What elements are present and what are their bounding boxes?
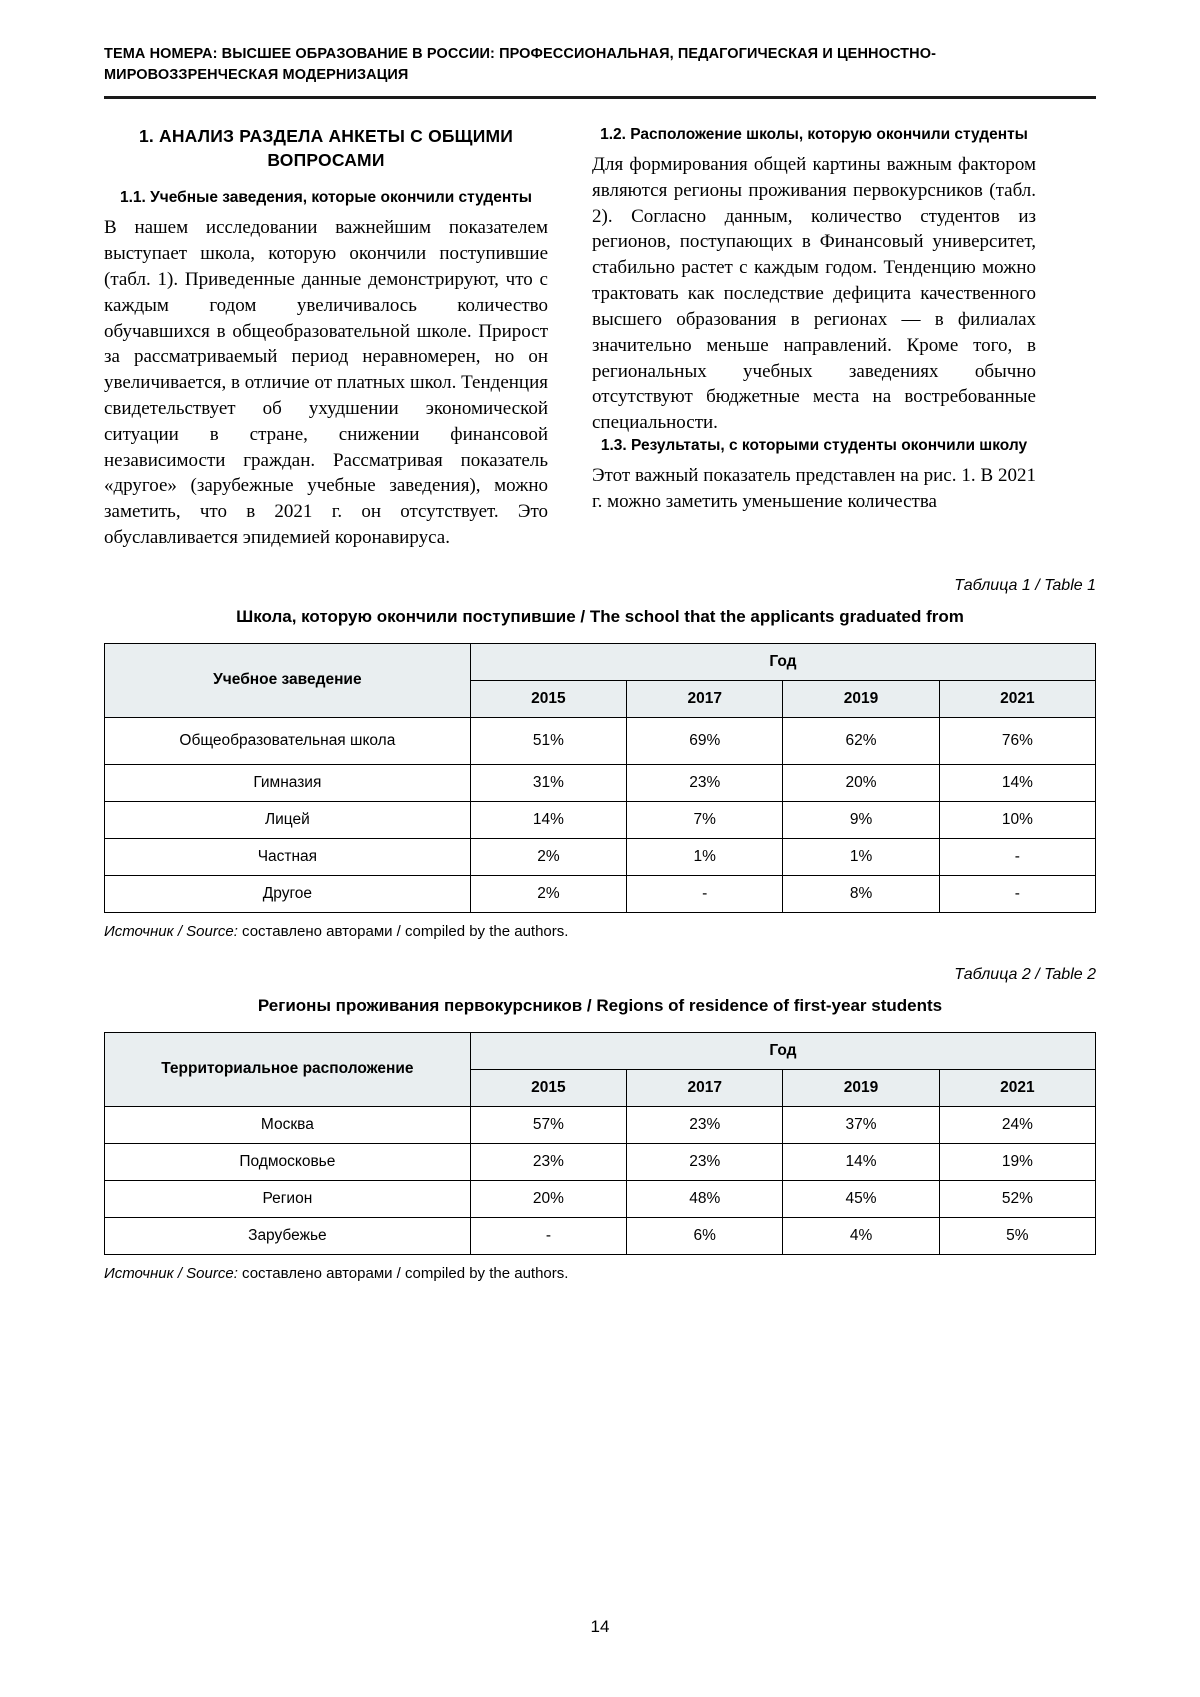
table-1-rowhead-label: Учебное заведение — [105, 643, 471, 717]
table-1-row-3-label: Частная — [105, 838, 471, 875]
table-1-row-1-v3: 14% — [939, 764, 1095, 801]
subsection-title-1-1: 1.1. Учебные заведения, которые окончили студенты — [119, 189, 533, 207]
running-head-rule — [104, 96, 1096, 99]
table-1-row-4-label: Другое — [105, 875, 471, 912]
table-row — [105, 1106, 1096, 1143]
table-1-row-2-v3: 10% — [939, 801, 1095, 838]
table-2-row-2-v3: 52% — [939, 1180, 1095, 1217]
table-2-row-3-label: Зарубежье — [105, 1217, 471, 1254]
table-2-col-2021: 2021 — [939, 1069, 1095, 1106]
table-2-row-3-v2: 4% — [783, 1217, 939, 1254]
table-1-row-4-v2: 8% — [783, 875, 939, 912]
table-1-row-3-v3: - — [939, 838, 1095, 875]
table-2-row-0-v0: 57% — [470, 1106, 626, 1143]
table-1-row-0-v1: 69% — [627, 717, 783, 764]
table-2-row-0-v3: 24% — [939, 1106, 1095, 1143]
table-1-source-label: Источник / Source: — [104, 922, 238, 940]
table-2-row-3-v1: 6% — [627, 1217, 783, 1254]
table-1-group-header: Год — [470, 643, 1095, 680]
table-2-header-row-1 — [105, 1032, 1096, 1069]
table-1-col-2015: 2015 — [470, 680, 626, 717]
table-1-row-1-v1: 23% — [627, 764, 783, 801]
table-2-row-1-v0: 23% — [470, 1143, 626, 1180]
table-1-col-2019: 2019 — [783, 680, 939, 717]
table-1-row-0-v3: 76% — [939, 717, 1095, 764]
left-column — [104, 125, 548, 551]
table-1-row-2-v0: 14% — [470, 801, 626, 838]
table-2-block — [104, 966, 1096, 1282]
table-2-row-2-v1: 48% — [627, 1180, 783, 1217]
table-2-col-2015: 2015 — [470, 1069, 626, 1106]
table-1-row-3-v1: 1% — [627, 838, 783, 875]
table-1-source — [104, 923, 1096, 940]
table-row — [105, 801, 1096, 838]
table-2-rowhead-label: Территориальное расположение — [105, 1032, 471, 1106]
table-2-row-0-v1: 23% — [627, 1106, 783, 1143]
table-1-col-2021: 2021 — [939, 680, 1095, 717]
table-1-row-2-label: Лицей — [105, 801, 471, 838]
table-2-row-0-label: Москва — [105, 1106, 471, 1143]
table-2-row-1-v1: 23% — [627, 1143, 783, 1180]
two-column-body — [104, 125, 1096, 551]
table-1-row-0-v0: 51% — [470, 717, 626, 764]
table-2-col-2017: 2017 — [627, 1069, 783, 1106]
table-2 — [104, 1032, 1096, 1255]
table-row — [105, 875, 1096, 912]
table-2-caption: Регионы проживания первокурсников / Regions of residence of first-year students — [257, 995, 943, 1015]
table-1-row-1-v0: 31% — [470, 764, 626, 801]
page-number: 14 — [590, 1617, 610, 1636]
table-1-row-4-v3: - — [939, 875, 1095, 912]
table-2-source-text: составлено авторами / compiled by the authors. — [237, 1264, 569, 1282]
table-2-col-2019: 2019 — [783, 1069, 939, 1106]
paragraph-1-2: Для формирования общей картины важным фактором являются регионы проживания первокурсников (табл. 2). Согласно данным, количество студентов из регионов, поступающих в Финансовый университет, стабильно растет с каждым годом. Тенденцию можно трактовать как последствие дефицита качественного высшего образования в регионах — в филиалах значительно меньше направлений. Кроме того, в региональных учебных заведениях обычно отсутствуют бюджетные места на востребованные специальности. — [592, 153, 1036, 434]
table-1-row-0-v2: 62% — [783, 717, 939, 764]
subsection-title-1-3: 1.3. Результаты, с которыми студенты окончили школу — [600, 437, 1028, 455]
table-row — [105, 1143, 1096, 1180]
right-column — [592, 125, 1036, 551]
table-2-row-1-label: Подмосковье — [105, 1143, 471, 1180]
table-2-group-header: Год — [470, 1032, 1095, 1069]
table-2-row-2-label: Регион — [105, 1180, 471, 1217]
table-2-row-0-v2: 37% — [783, 1106, 939, 1143]
table-1-row-2-v2: 9% — [783, 801, 939, 838]
paragraph-1-3: Этот важный показатель представлен на рис. 1. В 2021 г. можно заметить уменьшение количества — [592, 464, 1036, 512]
table-1-header-row-1 — [105, 643, 1096, 680]
table-1 — [104, 643, 1096, 913]
table-2-row-2-v0: 20% — [470, 1180, 626, 1217]
table-2-row-1-v2: 14% — [783, 1143, 939, 1180]
table-row — [105, 1217, 1096, 1254]
subsection-title-1-2: 1.2. Расположение школы, которую окончили студенты — [600, 126, 1028, 144]
table-row — [105, 764, 1096, 801]
table-1-block — [104, 577, 1096, 940]
table-1-source-text: составлено авторами / compiled by the authors. — [237, 922, 569, 940]
table-1-col-2017: 2017 — [627, 680, 783, 717]
table-row — [105, 717, 1096, 764]
table-1-row-4-v1: - — [627, 875, 783, 912]
table-2-row-1-v3: 19% — [939, 1143, 1095, 1180]
table-2-number: Таблица 2 / Table 2 — [954, 965, 1096, 983]
table-1-row-1-label: Гимназия — [105, 764, 471, 801]
table-1-row-3-v2: 1% — [783, 838, 939, 875]
running-head: ТЕМА НОМЕРА: ВЫСШЕЕ ОБРАЗОВАНИЕ В РОССИИ: ПРОФЕССИОНАЛЬНАЯ, ПЕДАГОГИЧЕСКАЯ И ЦЕННОСТНО-МИРОВОЗЗРЕНЧЕСКАЯ МОДЕРНИЗАЦИЯ — [104, 46, 937, 84]
table-1-row-4-v0: 2% — [470, 875, 626, 912]
table-1-row-3-v0: 2% — [470, 838, 626, 875]
table-2-source — [104, 1265, 1096, 1282]
table-1-row-0-label: Общеобразовательная школа — [105, 717, 471, 764]
table-2-row-3-v0: - — [470, 1217, 626, 1254]
paragraph-1-1: В нашем исследовании важнейшим показателем выступает школа, которую окончили поступившие (табл. 1). Приведенные данные демонстрируют, что с каждым годом увеличивалось количество обучавшихся в общеобразовательной школе. Прирост за рассматриваемый период неравномерен, но он увеличивается, в отличие от платных школ. Тенденция свидетельствует об ухудшении экономической ситуации в стране, снижении финансовой независимости граждан. Рассматривая показатель «другое» (зарубежные учебные заведения), можно заметить, что в 2021 г. он отсутствует. Это обуславливается эпидемией коронавируса. — [104, 217, 548, 549]
table-1-number: Таблица 1 / Table 1 — [954, 576, 1096, 594]
section-title: 1. АНАЛИЗ РАЗДЕЛА АНКЕТЫ С ОБЩИМИ ВОПРОСАМИ — [138, 126, 514, 170]
table-1-caption: Школа, которую окончили поступившие / The school that the applicants graduated from — [236, 606, 964, 626]
table-row — [105, 838, 1096, 875]
table-1-row-2-v1: 7% — [627, 801, 783, 838]
table-2-source-label: Источник / Source: — [104, 1264, 238, 1282]
table-2-row-2-v2: 45% — [783, 1180, 939, 1217]
table-2-row-3-v3: 5% — [939, 1217, 1095, 1254]
table-row — [105, 1180, 1096, 1217]
table-1-row-1-v2: 20% — [783, 764, 939, 801]
